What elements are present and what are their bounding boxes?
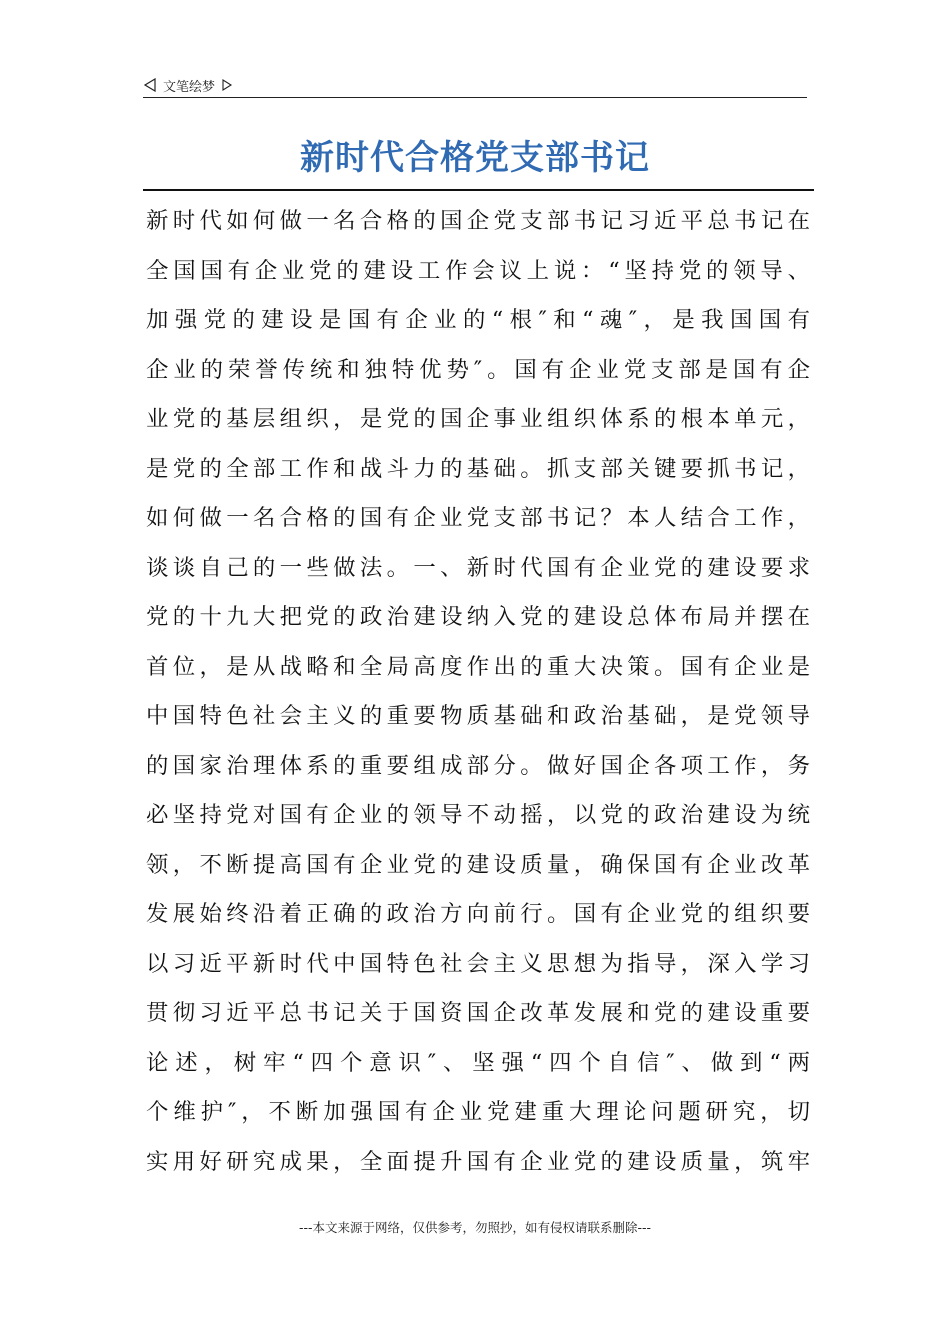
body-line: 首位，是从战略和全局高度作出的重大决策。国有企业是: [146, 653, 810, 680]
page-header: [143, 72, 233, 98]
body-line: 新时代如何做一名合格的国企党支部书记习近平总书记在: [146, 208, 810, 234]
body-line: 加强党的建设是国有企业的“根″和“魂″，是我国国有: [146, 307, 810, 333]
body-line: 个维护″，不断加强国有企业党建重大理论问题研究，切: [146, 1099, 810, 1125]
triangle-right-outline-icon: [221, 79, 233, 91]
body-line: 全国国有企业党的建设工作会议上说：“坚持党的领导、: [146, 257, 810, 284]
body-line: 业党的基层组织，是党的国企事业组织体系的根本单元，: [146, 406, 810, 432]
body-line: 是党的全部工作和战斗力的基础。抓支部关键要抓书记，: [146, 455, 810, 482]
body-line: 领，不断提高国有企业党的建设质量，确保国有企业改革: [146, 851, 810, 878]
body-line: 中国特色社会主义的重要物质基础和政治基础，是党领导: [146, 703, 810, 729]
body-line: 的国家治理体系的重要组成部分。做好国企各项工作，务: [146, 752, 810, 779]
footer-notice: ---本文来源于网络，仅供参考，勿照抄，如有侵权请联系删除---: [298, 1220, 652, 1235]
body-line: 发展始终沿着正确的政治方向前行。国有企业党的组织要: [146, 901, 810, 927]
body-line: 以习近平新时代中国特色社会主义思想为指导，深入学习: [146, 950, 810, 977]
body-line: 如何做一名合格的国有企业党支部书记？本人结合工作，: [146, 505, 810, 531]
document-title: 新时代合格党支部书记: [300, 138, 650, 178]
title-divider: [143, 189, 814, 191]
body-line: 贯彻习近平总书记关于国资国企改革发展和党的建设重要: [146, 1000, 810, 1026]
body-line: 必坚持党对国有企业的领导不动摇，以党的政治建设为统: [146, 802, 810, 828]
body-line: 党的十九大把党的政治建设纳入党的建设总体布局并摆在: [146, 604, 810, 630]
header-divider: [143, 97, 807, 98]
header-brand: 文笔绘梦: [163, 79, 216, 95]
body-line: 谈谈自己的一些做法。一、新时代国有企业党的建设要求: [146, 554, 810, 581]
triangle-left-outline-icon: [143, 78, 157, 92]
body-line: 企业的荣誉传统和独特优势″。国有企业党支部是国有企: [146, 356, 810, 383]
document-body: [146, 197, 810, 1187]
body-line: 实用好研究成果，全面提升国有企业党的建设质量，筑牢: [146, 1148, 810, 1175]
body-line: 论述，树牢“四个意识″、坚强“四个自信″、做到“两: [146, 1049, 810, 1076]
